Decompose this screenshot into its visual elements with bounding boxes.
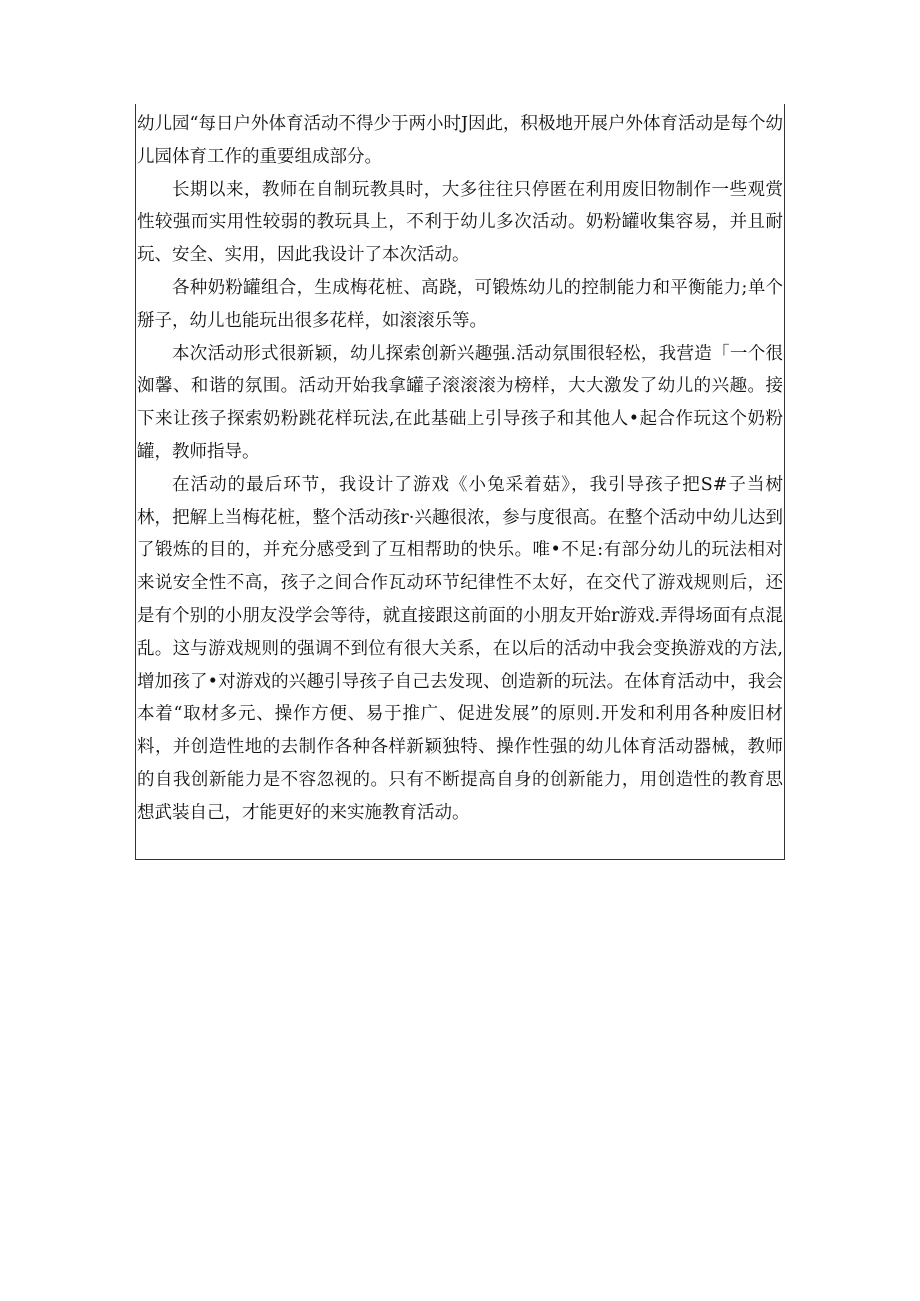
paragraph-4: 本次活动形式很新颖，幼儿探索创新兴趣强.活动氛围很轻松，我营造「一个很洳馨、和谐的氛围。活动开始我拿罐子滚滚滚为榜样，大大激发了幼儿的兴趣。接下来让孩子探索奶粉跳花样玩法,在此基础上引导孩子和其他人•起合作玩这个奶粉罐，教师指导。 (137, 343, 783, 462)
document-body (137, 108, 783, 830)
paragraph-1: 幼儿园“每日户外体育活动不得少于两小时J因此，积极地开展户外体育活动是每个幼儿园体育工作的重要组成部分。 (137, 114, 783, 167)
paragraph-5: 在活动的最后环节，我设计了游戏《小兔采着菇》，我引导孩子把S#子当树林，把解上当梅花桩，整个活动孩r·兴趣很浓，参与度很高。在整个活动中幼儿达到了锻炼的目的，并充分感受到了互相帮助的快乐。唯•不足:有部分幼儿的玩法相对来说安全性不高，孩子之间合作瓦动环节纪律性不太好，在交代了游戏规则后，还是有个别的小朋友没学会等待，就直接跟这前面的小朋友开始r游戏.弄得场面有点混乱。这与游戏规则的强调不到位有很大关系，在以后的活动中我会变换游戏的方法,增加孩了•对游戏的兴趣引导孩子自己去发现、创造新的玩法。在体育活动中，我会本着“取材多元、操作方便、易于推广、促进发展”的原则.开发和利用各种废旧材料，并创造性地的去制作各种各样新颖独特、操作性强的幼儿体育活动器械，教师的自我创新能力是不容忽视的。只有不断提高自身的创新能力，用创造性的教育思想武装自己，才能更好的来实施教育活动。 (137, 474, 783, 823)
paragraph-3: 各种奶粉罐组合，生成梅花桩、高跷，可锻炼幼儿的控制能力和平衡能力;单个掰子，幼儿也能玩出很多花样，如滚滚乐等。 (137, 277, 783, 331)
paragraph-2: 长期以来，教师在自制玩教具时，大多往往只停匿在利用废旧物制作一些观赏性较强而实用性较弱的教玩具上，不利于幼儿多次活动。奶粉罐收集容易，并且耐玩、安全、实用，因此我设计了本次活动。 (137, 179, 783, 266)
